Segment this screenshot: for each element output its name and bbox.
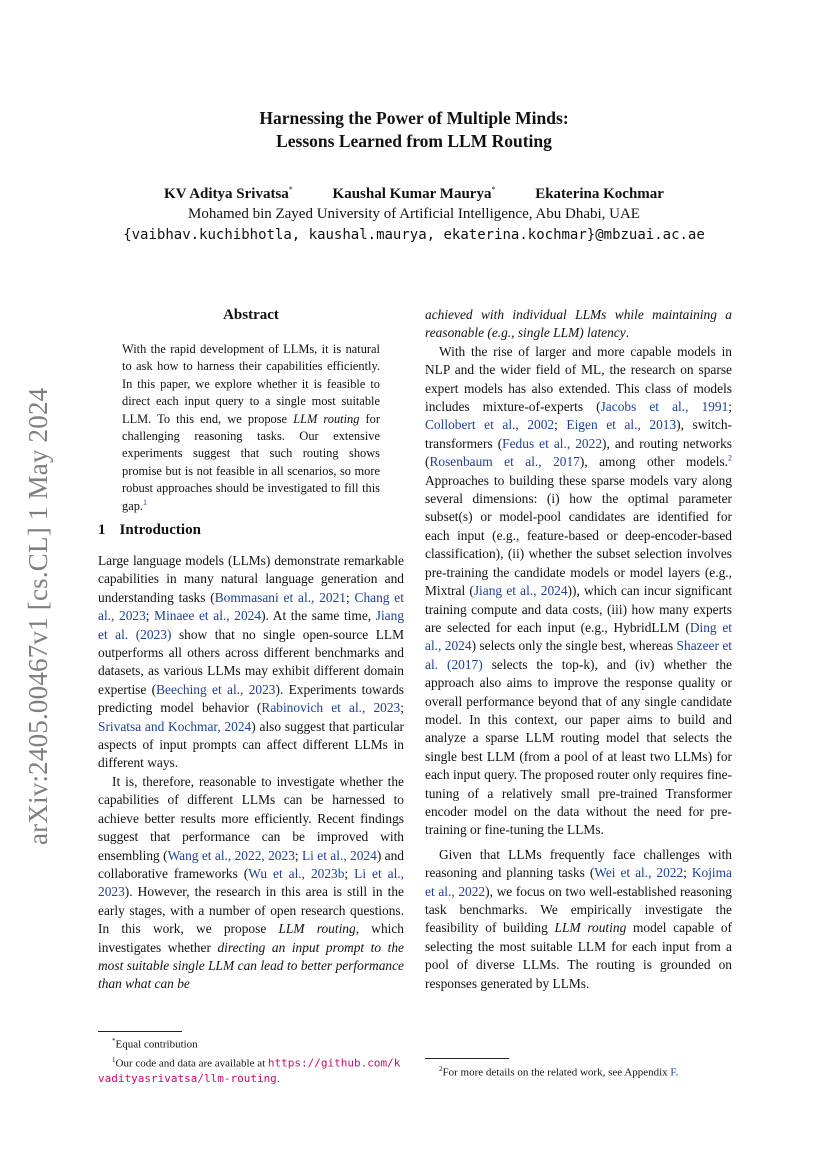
author-name: KV Aditya Srivatsa [164,186,289,202]
section-number: 1 [98,522,106,538]
text: ) selects only the single best, whereas [471,638,677,654]
footnote [425,1062,732,1081]
author [164,185,293,203]
footnote-ref[interactable]: 1 [143,497,147,507]
footnote-text: . [276,1073,280,1086]
author-name: Ekaterina Kochmar [535,186,664,202]
text: Large language models (LLMs) demonstrate remarkable capabilities in many natural language generation and understanding tasks ( [98,553,404,605]
text: ; [145,608,155,624]
text: ; [344,865,355,881]
citation-link[interactable]: Wu et al., 2023b [248,865,345,881]
text: With the rise of larger and more capable models in NLP and the wider field of ML, the research on sparse expert models has also extended. This class of models includes mixture-of-experts ( [425,343,732,415]
text: )), which can incur significant training compute and data costs, (iii) how many experts are selected for each input (e.g., HybridLLM ( [425,583,732,635]
author-name: Kaushal Kumar Maurya [332,186,492,202]
text: ; [294,847,302,863]
text: selects the top-k), and (iv) whether the approach also aims to improve the response quality or overall performance beyond that of any single candidate model. In this context, our paper aims to build and analyze a sparse LLM routing model that selects the single best LLM (from a pool of at least two LLMs) for each input query. The proposed router only requires fine-tuning of a relatively small pre-trained Transformer encoder model on the data without the need for pre-training or fine-tuning the LLMs. [425,656,732,838]
abstract-body [122,341,380,515]
text: ), among other models. [579,454,729,470]
author-list [0,185,828,203]
citation-link[interactable]: Jacobs et al., 1991 [600,399,729,415]
author [535,185,664,203]
text: ; [345,589,355,605]
citation-link[interactable]: Bommasani et al., 2021 [214,589,346,605]
text: ). At the same time, [261,608,376,624]
affiliation: Mohamed bin Zayed University of Artificial Intelligence, Abu Dhabi, UAE [188,206,640,222]
citation-link[interactable]: Rosenbaum et al., 2017 [429,454,580,470]
text: ; [554,417,567,433]
text: ), we focus on two well-established reasoning task benchmarks. We empirically investigate the feasibility of building [425,883,732,936]
text: ), and routing networks ( [425,435,732,470]
footnote-text: For more details on the related work, see Appendix [442,1066,671,1079]
text: ), switch-transformers ( [425,417,732,451]
text: Given that LLMs frequently face challenges with reasoning and planning tasks ( [425,846,732,881]
emph-text: LLM routing [278,921,356,937]
abstract-text: With the rapid development of LLMs, it is natural to ask how to harness their capabilities efficiently. In this paper, we explore whether it is feasible to direct each input query to a single most suitable LLM. To this end, we propose [122,342,380,426]
footnote-rule [98,1031,182,1032]
emph-text: LLM routing [554,920,627,936]
footnote-text: . [675,1066,679,1079]
emph-text: achieved with individual LLMs while maintaining a reasonable (e.g., single LLM) latency [425,307,732,341]
footnotes-left [98,1034,404,1087]
text: ). However, the research in this area is still in the early stages, with a number of open research questions. In this work, we propose [98,884,404,937]
citation-link[interactable]: Li et al., 2023 [98,865,404,900]
citation-link[interactable]: Wang et al., 2022, 2023 [167,847,295,863]
citation-link[interactable]: Ding et al., 2024 [425,619,732,654]
left-column-body [98,552,404,994]
footnote [98,1034,404,1053]
text: model capable of selecting the most suitable LLM for each input from a pool of diverse LLMs. The routing is grounded on responses generated by LLMs. [425,920,732,991]
section-heading [98,522,201,539]
code-url-link[interactable]: https://github.com/kvadityasrivatsa/llm-routing [98,1056,401,1086]
footnote-ref[interactable]: 2 [728,453,733,463]
footnote-mark: * [112,1037,116,1045]
text: show that no single open-source LLM outperforms all others across different benchmarks and datasets, as various LLMs may exhibit different domain expertise ( [98,626,404,697]
text: ) and collaborative frameworks ( [98,847,404,881]
text: ). Experiments towards predicting model behavior ( [98,681,405,716]
text: . [625,325,630,341]
author-mark: * [491,185,496,194]
citation-link[interactable]: Srivatsa and Kochmar, 2024 [98,718,252,734]
text: It is, therefore, reasonable to investigate whether the capabilities of different LLMs can be harnessed to achieve better results more efficiently. Recent findings suggest that performance can be improved with ensembling ( [98,773,404,863]
paragraph [425,343,732,840]
paragraph [425,846,732,993]
arxiv-id-text: arXiv:2405.00467v1 [cs.CL] 1 May 2024 [23,387,53,845]
text: ; [683,865,692,881]
abstract-emph: LLM routing [293,411,360,426]
text: ; [728,399,733,415]
citation-link[interactable]: Minaee et al., 2024 [154,608,262,624]
text: , which investigates whether [98,921,404,955]
citation-link[interactable]: Jiang et al. (2023) [98,608,405,642]
citation-link[interactable]: Kojima et al., 2022 [425,865,732,899]
citation-link[interactable]: Chang et al., 2023 [98,589,404,624]
citation-link[interactable]: Eigen et al., 2013 [566,417,677,433]
text: ; [400,700,404,716]
paper-title [0,107,828,153]
footnote-mark: 2 [439,1065,443,1073]
footnote-text: Equal contribution [115,1038,198,1051]
paragraph [98,773,404,994]
author-emails: {vaibhav.kuchibhotla, kaushal.maurya, ekaterina.kochmar}@mbzuai.ac.ae [123,227,705,243]
appendix-link[interactable]: F [670,1066,676,1079]
text: Approaches to building these sparse models vary along several dimensions: (i) how the optimal parameter subset(s) or model-pool candidates are identified for each input (e.g., feature-based or deep-encoder-based classification), (ii) whether the subset selection involves pre-training the candidate models or model layers (e.g., Mixtral ( [425,472,732,599]
title-line-1: Harnessing the Power of Multiple Minds: [259,108,569,128]
paragraph [425,306,732,343]
section-title: Introduction [119,522,201,538]
footnote-mark: 1 [112,1055,116,1064]
paragraph [98,552,404,773]
title-line-2: Lessons Learned from LLM Routing [276,131,552,151]
citation-link[interactable]: Fedus et al., 2022 [502,435,603,451]
citation-link[interactable]: Li et al., 2024 [302,847,377,863]
footnote-rule [425,1058,509,1059]
citation-link[interactable]: Jiang et al., 2024 [473,583,568,599]
emph-text: directing an input prompt to the most suitable single LLM can lead to better performance than what can be [98,939,404,992]
author [333,185,496,203]
citation-link[interactable]: Rabinovich et al., 2023 [261,700,401,716]
citation-link[interactable]: Shazeer et al. (2017) [425,638,732,672]
citation-link[interactable]: Wei et al., 2022 [594,865,684,881]
abstract-text: for challenging reasoning tasks. Our extensive experiments suggest that such routing shows promise but is not feasible in all scenarios, so more robust approaches should be investigated to fill this gap. [122,411,380,513]
citation-link[interactable]: Collobert et al., 2002 [425,417,555,433]
citation-link[interactable]: Beeching et al., 2023 [156,681,276,697]
text: ) also suggest that particular aspects of input prompts can affect different LLMs in different ways. [98,718,404,771]
right-column-body [425,306,732,993]
footnote [98,1053,404,1088]
footnote-text: Our code and data are available at [115,1057,268,1070]
author-mark: * [288,185,293,194]
abstract-heading: Abstract [223,307,279,323]
